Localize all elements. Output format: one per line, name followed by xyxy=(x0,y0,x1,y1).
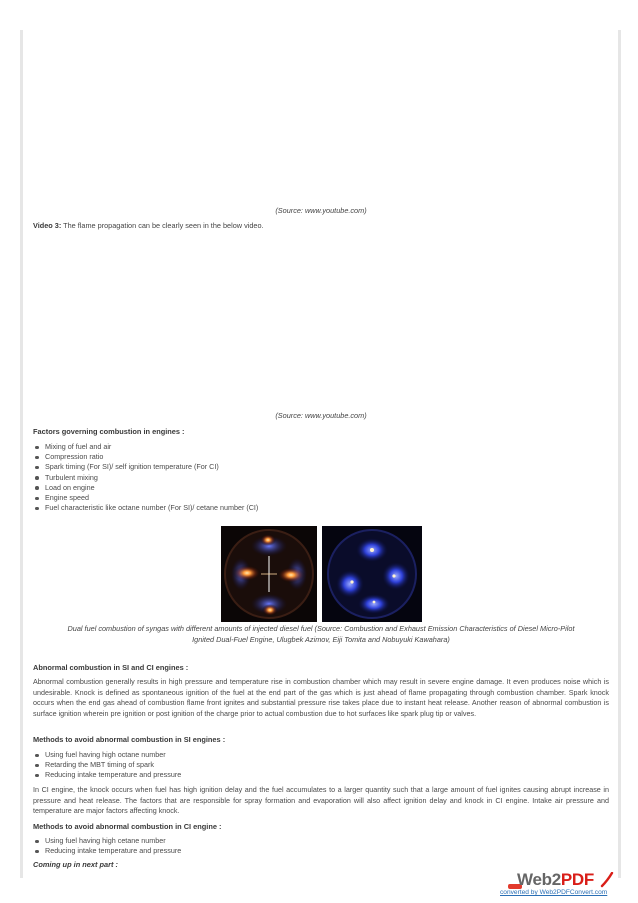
figure-caption-line2: Ignited Dual-Fuel Engine, Ulugbek Azimov, Eiji Tomita and Nobuyuki Kawahara) xyxy=(192,634,450,644)
ci-methods-heading: Methods to avoid abnormal combustion in CI engine : xyxy=(33,822,222,831)
figure-caption-line1: Dual fuel combustion of syngas with different amounts of injected diesel fuel (Source: Combustion and Exhaust Emission Characteristics of Diesel Micro-Pilot xyxy=(67,624,575,633)
list-item: Compression ratio xyxy=(45,452,258,462)
list-item: Fuel characteristic like octane number (For SI)/ cetane number (CI) xyxy=(45,503,259,513)
factors-list xyxy=(33,442,258,513)
list-item: Turbulent mixing xyxy=(45,473,258,483)
logo-word-accent: PDF xyxy=(560,870,594,889)
combustion-photo-right xyxy=(322,526,422,622)
coming-up-heading: Coming up in next part : xyxy=(33,860,118,869)
list-item: Load on engine xyxy=(45,483,258,493)
logo-converted-link[interactable]: converted by Web2PDFConvert.com xyxy=(500,889,608,896)
figure-caption xyxy=(33,624,609,645)
page-border-left xyxy=(20,30,23,878)
web2pdf-logo[interactable] xyxy=(500,870,616,900)
factors-heading: Factors governing combustion in engines : xyxy=(33,427,185,436)
list-item: Mixing of fuel and air xyxy=(45,442,258,452)
ci-methods-list xyxy=(33,836,181,856)
abnormal-paragraph: Abnormal combustion generally results in high pressure and temperature rise in combustion chamber which may result in severe engine damage. It even produces noise which is undesirable. Knock is defined as spontaneous ignition of the fuel at the end part of the gas which is just ahead of flame propagating through combustion chamber. Spark knock occurs when the end gas ahead of combustion flame front ignites and substantial pressure rise takes place due to instant heat release. Another reason of abnormal combustion is surface ignition wherein pre ignition or post ignition of the charge prior to actual combustion due to hot surfaces like spark plug tip or valves. xyxy=(33,677,609,718)
combustion-photo-left xyxy=(221,526,317,622)
video3-text: The flame propagation can be clearly seen in the below video. xyxy=(61,221,264,230)
logo-word-main: Web2 xyxy=(517,870,561,889)
list-item: Retarding the MBT timing of spark xyxy=(45,760,181,770)
ci-paragraph: In CI engine, the knock occurs when fuel has high ignition delay and the fuel accumulates to a larger quantity such that a large amount of fuel ignites causing abrupt increase in pressure and heat release. The factors that are responsible for spray formation and evaporation will also affect ignition delay and knock in CI engine. Intake air pressure and temperature are major factors affecting knock. xyxy=(33,785,609,816)
logo-wordmark xyxy=(517,870,594,890)
video3-intro xyxy=(33,221,609,231)
list-item: Engine speed xyxy=(45,493,258,503)
si-methods-heading: Methods to avoid abnormal combustion in SI engines : xyxy=(33,735,226,744)
list-item: Reducing intake temperature and pressure xyxy=(45,846,182,856)
abnormal-heading: Abnormal combustion in SI and CI engines : xyxy=(33,663,189,672)
logo-swoosh-icon xyxy=(600,872,614,888)
video-source-caption: (Source: www.youtube.com) xyxy=(275,411,367,420)
list-item: Spark timing (For SI)/ self ignition temperature (For CI) xyxy=(45,462,258,472)
page-border-right xyxy=(618,30,621,878)
si-methods-list xyxy=(33,750,181,781)
list-item: Using fuel having high cetane number xyxy=(45,836,181,846)
video-source-caption: (Source: www.youtube.com) xyxy=(275,206,367,215)
video3-label: Video 3: xyxy=(33,221,62,230)
list-item: Reducing intake temperature and pressure xyxy=(45,770,182,780)
list-item: Using fuel having high octane number xyxy=(45,750,181,760)
